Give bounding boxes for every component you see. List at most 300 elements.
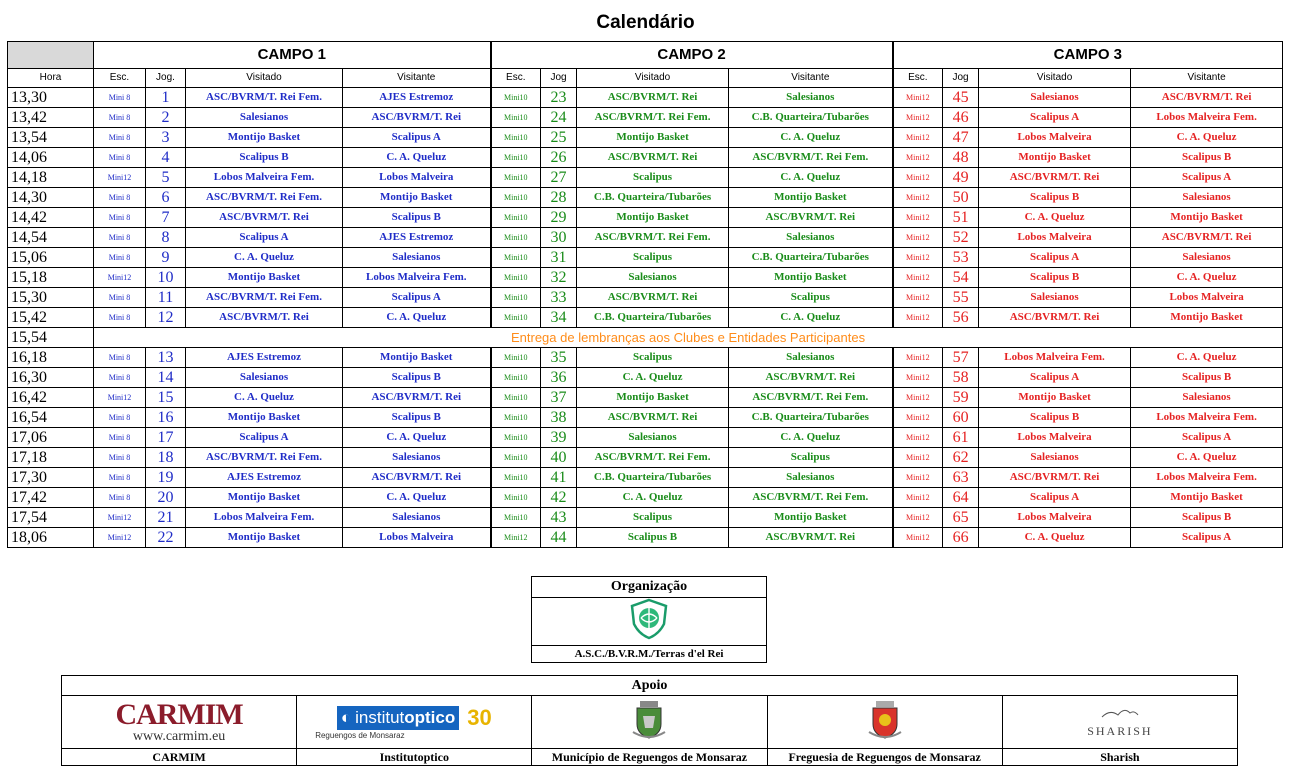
c1-esc-cell: Mini 8 xyxy=(94,248,146,268)
freguesia-logo-cell xyxy=(767,696,1002,749)
c2-esc-cell: Mini10 xyxy=(491,268,541,288)
c3-jog-cell: 60 xyxy=(943,408,979,428)
c1-jog-cell: 14 xyxy=(146,368,186,388)
c3-visitado-cell: Lobos Malveira xyxy=(979,128,1131,148)
c2-visitado-header: Visitado xyxy=(577,69,729,88)
c3-visitante-cell: Scalipus A xyxy=(1131,168,1283,188)
c1-jog-cell: 8 xyxy=(146,228,186,248)
c2-esc-cell: Mini10 xyxy=(491,448,541,468)
c1-visitado-cell: ASC/BVRM/T. Rei Fem. xyxy=(186,88,343,108)
c3-esc-cell: Mini12 xyxy=(893,228,943,248)
organizacao-box xyxy=(531,576,767,663)
c2-visitante-cell: ASC/BVRM/T. Rei xyxy=(729,208,893,228)
c1-visitante-cell: Salesianos xyxy=(343,448,491,468)
c1-visitado-cell: Lobos Malveira Fem. xyxy=(186,508,343,528)
c2-jog-cell: 38 xyxy=(541,408,577,428)
hora-cell: 14,30 xyxy=(8,188,94,208)
c1-esc-cell: Mini 8 xyxy=(94,88,146,108)
c1-esc-cell: Mini 8 xyxy=(94,288,146,308)
c3-visitante-cell: Lobos Malveira xyxy=(1131,288,1283,308)
c2-visitado-cell: C.B. Quarteira/Tubarões xyxy=(577,188,729,208)
organizacao-logo-cell xyxy=(532,598,767,646)
c2-jog-cell: 41 xyxy=(541,468,577,488)
campo3-header: CAMPO 3 xyxy=(893,42,1283,69)
c1-jog-cell: 5 xyxy=(146,168,186,188)
ceremony-note: Entrega de lembranças aos Clubes e Entidades Participantes xyxy=(94,328,1283,348)
match-row xyxy=(8,368,1283,388)
c1-esc-cell: Mini 8 xyxy=(94,228,146,248)
c2-visitado-cell: Scalipus B xyxy=(577,528,729,548)
c1-visitado-cell: Scalipus A xyxy=(186,228,343,248)
c1-visitante-cell: AJES Estremoz xyxy=(343,228,491,248)
c3-jog-cell: 50 xyxy=(943,188,979,208)
hora-cell: 17,18 xyxy=(8,448,94,468)
c2-visitado-cell: ASC/BVRM/T. Rei Fem. xyxy=(577,108,729,128)
c2-esc-cell: Mini10 xyxy=(491,368,541,388)
c2-esc-cell: Mini10 xyxy=(491,188,541,208)
c3-visitante-cell: Lobos Malveira Fem. xyxy=(1131,468,1283,488)
c1-esc-header: Esc. xyxy=(94,69,146,88)
c1-visitante-cell: Lobos Malveira xyxy=(343,168,491,188)
c1-visitante-cell: Scalipus B xyxy=(343,408,491,428)
c3-jog-cell: 65 xyxy=(943,508,979,528)
hora-cell: 14,18 xyxy=(8,168,94,188)
match-row xyxy=(8,268,1283,288)
c1-jog-cell: 2 xyxy=(146,108,186,128)
c3-esc-cell: Mini12 xyxy=(893,388,943,408)
c1-visitado-cell: Salesianos xyxy=(186,108,343,128)
c3-jog-cell: 56 xyxy=(943,308,979,328)
c1-esc-cell: Mini 8 xyxy=(94,428,146,448)
c1-esc-cell: Mini 8 xyxy=(94,488,146,508)
c3-esc-cell: Mini12 xyxy=(893,288,943,308)
c2-visitado-cell: Montijo Basket xyxy=(577,208,729,228)
c2-visitante-cell: ASC/BVRM/T. Rei xyxy=(729,528,893,548)
c1-esc-cell: Mini 8 xyxy=(94,408,146,428)
c2-visitado-cell: Scalipus xyxy=(577,248,729,268)
c3-visitante-cell: Scalipus A xyxy=(1131,528,1283,548)
match-row xyxy=(8,128,1283,148)
c3-visitante-cell: Scalipus A xyxy=(1131,428,1283,448)
c1-jog-cell: 9 xyxy=(146,248,186,268)
c2-visitante-cell: Salesianos xyxy=(729,228,893,248)
c3-esc-cell: Mini12 xyxy=(893,208,943,228)
c1-jog-cell: 12 xyxy=(146,308,186,328)
corner-cell xyxy=(8,42,94,69)
c3-visitado-cell: Lobos Malveira xyxy=(979,428,1131,448)
match-row xyxy=(8,108,1283,128)
c3-visitante-cell: Scalipus B xyxy=(1131,368,1283,388)
c1-jog-cell: 15 xyxy=(146,388,186,408)
c2-esc-cell: Mini10 xyxy=(491,308,541,328)
c2-visitado-cell: Salesianos xyxy=(577,428,729,448)
c3-esc-cell: Mini12 xyxy=(893,428,943,448)
c3-jog-cell: 57 xyxy=(943,348,979,368)
c2-jog-cell: 25 xyxy=(541,128,577,148)
c3-visitado-cell: ASC/BVRM/T. Rei xyxy=(979,468,1131,488)
c2-visitado-cell: ASC/BVRM/T. Rei xyxy=(577,88,729,108)
c1-visitado-cell: AJES Estremoz xyxy=(186,348,343,368)
sponsor-institutoptico: Institutoptico xyxy=(297,749,532,766)
c1-jog-cell: 6 xyxy=(146,188,186,208)
c2-visitado-cell: ASC/BVRM/T. Rei xyxy=(577,148,729,168)
hora-cell: 13,54 xyxy=(8,128,94,148)
c2-visitado-cell: Scalipus xyxy=(577,348,729,368)
carmim-logo: CARMIM xyxy=(115,698,243,731)
c2-visitante-cell: ASC/BVRM/T. Rei Fem. xyxy=(729,488,893,508)
sharish-bird-icon xyxy=(1100,705,1140,719)
hora-cell: 14,06 xyxy=(8,148,94,168)
c3-visitante-cell: ASC/BVRM/T. Rei xyxy=(1131,88,1283,108)
c3-visitante-cell: Montijo Basket xyxy=(1131,208,1283,228)
c1-jog-header: Jog. xyxy=(146,69,186,88)
c3-jog-cell: 51 xyxy=(943,208,979,228)
c1-esc-cell: Mini12 xyxy=(94,388,146,408)
c2-visitante-cell: C. A. Queluz xyxy=(729,308,893,328)
c3-esc-cell: Mini12 xyxy=(893,268,943,288)
c3-jog-cell: 61 xyxy=(943,428,979,448)
c3-esc-cell: Mini12 xyxy=(893,368,943,388)
sharish-logo: SHARISH xyxy=(1087,724,1153,738)
match-row xyxy=(8,348,1283,368)
c1-visitado-cell: Salesianos xyxy=(186,368,343,388)
c1-jog-cell: 1 xyxy=(146,88,186,108)
hora-cell: 17,30 xyxy=(8,468,94,488)
organizacao-name: A.S.C./B.V.R.M./Terras d'el Rei xyxy=(532,646,767,663)
c3-jog-cell: 47 xyxy=(943,128,979,148)
io-mark-icon: ◐ xyxy=(340,707,352,727)
c3-esc-cell: Mini12 xyxy=(893,508,943,528)
c2-jog-cell: 34 xyxy=(541,308,577,328)
c2-visitado-cell: ASC/BVRM/T. Rei xyxy=(577,408,729,428)
c2-jog-cell: 28 xyxy=(541,188,577,208)
c2-esc-cell: Mini10 xyxy=(491,88,541,108)
match-row xyxy=(8,448,1283,468)
c1-jog-cell: 10 xyxy=(146,268,186,288)
c2-esc-cell: Mini10 xyxy=(491,468,541,488)
match-row xyxy=(8,488,1283,508)
c2-visitante-header: Visitante xyxy=(729,69,893,88)
c2-visitante-cell: C.B. Quarteira/Tubarões xyxy=(729,108,893,128)
freguesia-crest-icon xyxy=(865,698,905,742)
match-row xyxy=(8,508,1283,528)
match-row xyxy=(8,468,1283,488)
c3-visitado-cell: Salesianos xyxy=(979,288,1131,308)
c1-visitante-cell: C. A. Queluz xyxy=(343,148,491,168)
c3-visitante-cell: Montijo Basket xyxy=(1131,308,1283,328)
match-row xyxy=(8,248,1283,268)
match-row xyxy=(8,208,1283,228)
c1-visitado-cell: C. A. Queluz xyxy=(186,388,343,408)
c1-esc-cell: Mini 8 xyxy=(94,148,146,168)
campo1-header: CAMPO 1 xyxy=(94,42,491,69)
c1-visitante-cell: Scalipus A xyxy=(343,128,491,148)
c2-visitado-cell: Scalipus xyxy=(577,508,729,528)
c2-esc-cell: Mini10 xyxy=(491,288,541,308)
c2-visitado-cell: C.B. Quarteira/Tubarões xyxy=(577,308,729,328)
instituto-30-badge: 30 xyxy=(467,704,492,730)
c2-visitante-cell: C. A. Queluz xyxy=(729,128,893,148)
c3-esc-cell: Mini12 xyxy=(893,468,943,488)
c3-esc-cell: Mini12 xyxy=(893,308,943,328)
c2-jog-header: Jog xyxy=(541,69,577,88)
c3-visitado-cell: ASC/BVRM/T. Rei xyxy=(979,308,1131,328)
match-row xyxy=(8,308,1283,328)
c2-jog-cell: 39 xyxy=(541,428,577,448)
c3-esc-cell: Mini12 xyxy=(893,408,943,428)
match-row xyxy=(8,168,1283,188)
c2-visitante-cell: Salesianos xyxy=(729,468,893,488)
c1-esc-cell: Mini 8 xyxy=(94,108,146,128)
c3-visitado-cell: Montijo Basket xyxy=(979,388,1131,408)
hora-cell: 13,42 xyxy=(8,108,94,128)
c2-visitado-cell: C. A. Queluz xyxy=(577,488,729,508)
c1-visitante-cell: Montijo Basket xyxy=(343,348,491,368)
c2-esc-cell: Mini10 xyxy=(491,508,541,528)
c3-visitado-cell: Lobos Malveira xyxy=(979,508,1131,528)
c3-jog-cell: 64 xyxy=(943,488,979,508)
c3-visitante-cell: Montijo Basket xyxy=(1131,488,1283,508)
c1-visitado-cell: C. A. Queluz xyxy=(186,248,343,268)
c3-visitante-cell: Scalipus B xyxy=(1131,508,1283,528)
c1-visitante-cell: Salesianos xyxy=(343,508,491,528)
c3-esc-cell: Mini12 xyxy=(893,248,943,268)
instituto-logo: ◐ institut optico xyxy=(337,706,459,730)
c2-esc-cell: Mini10 xyxy=(491,168,541,188)
match-row xyxy=(8,228,1283,248)
hora-cell: 15,42 xyxy=(8,308,94,328)
c3-visitante-cell: C. A. Queluz xyxy=(1131,268,1283,288)
c3-visitante-cell: Salesianos xyxy=(1131,188,1283,208)
c3-visitado-cell: Lobos Malveira xyxy=(979,228,1131,248)
page-title: Calendário xyxy=(596,12,695,33)
c2-visitante-cell: Scalipus xyxy=(729,288,893,308)
hora-cell: 17,42 xyxy=(8,488,94,508)
c2-jog-cell: 37 xyxy=(541,388,577,408)
c1-visitante-cell: Scalipus B xyxy=(343,368,491,388)
c3-jog-cell: 54 xyxy=(943,268,979,288)
hora-header: Hora xyxy=(8,69,94,88)
c3-visitado-cell: Scalipus B xyxy=(979,408,1131,428)
c2-esc-cell: Mini10 xyxy=(491,428,541,448)
c3-esc-cell: Mini12 xyxy=(893,448,943,468)
c1-visitante-cell: Lobos Malveira Fem. xyxy=(343,268,491,288)
c1-visitado-cell: ASC/BVRM/T. Rei Fem. xyxy=(186,288,343,308)
c2-visitante-cell: Montijo Basket xyxy=(729,508,893,528)
c1-esc-cell: Mini 8 xyxy=(94,368,146,388)
c2-esc-cell: Mini10 xyxy=(491,388,541,408)
c3-visitado-cell: Scalipus A xyxy=(979,488,1131,508)
hora-cell: 16,30 xyxy=(8,368,94,388)
c3-jog-cell: 46 xyxy=(943,108,979,128)
c2-esc-cell: Mini12 xyxy=(491,528,541,548)
c1-jog-cell: 19 xyxy=(146,468,186,488)
c3-jog-header: Jog xyxy=(943,69,979,88)
c1-visitado-cell: Lobos Malveira Fem. xyxy=(186,168,343,188)
c3-jog-cell: 62 xyxy=(943,448,979,468)
c3-esc-cell: Mini12 xyxy=(893,88,943,108)
organizacao-title: Organização xyxy=(532,577,767,598)
c3-visitante-cell: C. A. Queluz xyxy=(1131,348,1283,368)
c3-jog-cell: 59 xyxy=(943,388,979,408)
c1-visitado-cell: ASC/BVRM/T. Rei xyxy=(186,208,343,228)
c3-visitante-cell: Scalipus B xyxy=(1131,148,1283,168)
c3-visitante-cell: ASC/BVRM/T. Rei xyxy=(1131,228,1283,248)
c1-jog-cell: 20 xyxy=(146,488,186,508)
c3-visitado-cell: Salesianos xyxy=(979,448,1131,468)
sponsor-carmim: CARMIM xyxy=(62,749,297,766)
c3-visitado-cell: Scalipus A xyxy=(979,368,1131,388)
instituto-sub: Reguengos de Monsaraz xyxy=(315,730,405,740)
c3-visitante-cell: Salesianos xyxy=(1131,388,1283,408)
c1-esc-cell: Mini12 xyxy=(94,168,146,188)
c3-visitado-cell: C. A. Queluz xyxy=(979,208,1131,228)
match-row xyxy=(8,428,1283,448)
c3-visitado-cell: Scalipus B xyxy=(979,268,1131,288)
c1-jog-cell: 4 xyxy=(146,148,186,168)
c1-esc-cell: Mini12 xyxy=(94,268,146,288)
c3-esc-cell: Mini12 xyxy=(893,528,943,548)
schedule-table xyxy=(7,41,1283,548)
c1-jog-cell: 18 xyxy=(146,448,186,468)
c3-esc-cell: Mini12 xyxy=(893,188,943,208)
hora-cell: 16,42 xyxy=(8,388,94,408)
c2-jog-cell: 24 xyxy=(541,108,577,128)
c2-esc-cell: Mini10 xyxy=(491,208,541,228)
hora-cell: 15,06 xyxy=(8,248,94,268)
c1-visitado-cell: ASC/BVRM/T. Rei xyxy=(186,308,343,328)
c1-visitante-cell: Montijo Basket xyxy=(343,188,491,208)
c2-visitado-cell: C.B. Quarteira/Tubarões xyxy=(577,468,729,488)
c3-jog-cell: 45 xyxy=(943,88,979,108)
c3-visitado-cell: Lobos Malveira Fem. xyxy=(979,348,1131,368)
c1-esc-cell: Mini 8 xyxy=(94,188,146,208)
c3-visitado-cell: Scalipus A xyxy=(979,248,1131,268)
c3-visitante-cell: Lobos Malveira Fem. xyxy=(1131,108,1283,128)
c1-esc-cell: Mini12 xyxy=(94,508,146,528)
c3-esc-cell: Mini12 xyxy=(893,348,943,368)
c2-esc-cell: Mini10 xyxy=(491,228,541,248)
c3-esc-cell: Mini12 xyxy=(893,168,943,188)
c1-esc-cell: Mini12 xyxy=(94,528,146,548)
c1-visitado-header: Visitado xyxy=(186,69,343,88)
c2-jog-cell: 27 xyxy=(541,168,577,188)
c2-jog-cell: 32 xyxy=(541,268,577,288)
c2-visitado-cell: ASC/BVRM/T. Rei Fem. xyxy=(577,228,729,248)
c1-visitado-cell: Montijo Basket xyxy=(186,268,343,288)
campo2-header: CAMPO 2 xyxy=(491,42,893,69)
c1-visitado-cell: Scalipus A xyxy=(186,428,343,448)
c3-visitado-cell: Scalipus A xyxy=(979,108,1131,128)
carmim-url: www.carmim.eu xyxy=(132,729,226,744)
c1-jog-cell: 11 xyxy=(146,288,186,308)
c3-visitado-cell: Montijo Basket xyxy=(979,148,1131,168)
c2-visitado-cell: ASC/BVRM/T. Rei Fem. xyxy=(577,448,729,468)
hora-cell: 14,42 xyxy=(8,208,94,228)
match-row xyxy=(8,188,1283,208)
c2-esc-cell: Mini10 xyxy=(491,488,541,508)
sharish-logo-cell xyxy=(1002,696,1237,749)
c2-esc-cell: Mini10 xyxy=(491,108,541,128)
c2-visitante-cell: Salesianos xyxy=(729,348,893,368)
c2-visitante-cell: Salesianos xyxy=(729,88,893,108)
c3-esc-cell: Mini12 xyxy=(893,148,943,168)
asc-shield-logo-icon xyxy=(629,598,669,640)
c1-visitante-header: Visitante xyxy=(343,69,491,88)
c1-visitante-cell: ASC/BVRM/T. Rei xyxy=(343,468,491,488)
c2-jog-cell: 23 xyxy=(541,88,577,108)
match-row xyxy=(8,528,1283,548)
c1-visitante-cell: Salesianos xyxy=(343,248,491,268)
c3-visitado-cell: Salesianos xyxy=(979,88,1131,108)
c2-esc-header: Esc. xyxy=(491,69,541,88)
c2-jog-cell: 44 xyxy=(541,528,577,548)
c2-jog-cell: 33 xyxy=(541,288,577,308)
c1-jog-cell: 22 xyxy=(146,528,186,548)
c3-esc-cell: Mini12 xyxy=(893,488,943,508)
sponsor-municipio: Município de Reguengos de Monsaraz xyxy=(532,749,767,766)
c3-visitado-cell: C. A. Queluz xyxy=(979,528,1131,548)
c1-visitado-cell: Montijo Basket xyxy=(186,128,343,148)
c2-visitado-cell: Montijo Basket xyxy=(577,128,729,148)
c2-visitado-cell: ASC/BVRM/T. Rei xyxy=(577,288,729,308)
c1-esc-cell: Mini 8 xyxy=(94,348,146,368)
c2-esc-cell: Mini10 xyxy=(491,408,541,428)
hora-cell: 18,06 xyxy=(8,528,94,548)
c2-visitante-cell: C.B. Quarteira/Tubarões xyxy=(729,248,893,268)
c1-visitado-cell: Montijo Basket xyxy=(186,528,343,548)
c2-jog-cell: 43 xyxy=(541,508,577,528)
c1-jog-cell: 17 xyxy=(146,428,186,448)
c2-esc-cell: Mini10 xyxy=(491,248,541,268)
hora-cell: 15,18 xyxy=(8,268,94,288)
c2-visitante-cell: ASC/BVRM/T. Rei xyxy=(729,368,893,388)
c2-visitante-cell: C.B. Quarteira/Tubarões xyxy=(729,408,893,428)
c2-esc-cell: Mini10 xyxy=(491,148,541,168)
c2-jog-cell: 40 xyxy=(541,448,577,468)
c3-jog-cell: 58 xyxy=(943,368,979,388)
c2-visitante-cell: Montijo Basket xyxy=(729,268,893,288)
c1-jog-cell: 13 xyxy=(146,348,186,368)
sponsor-sharish: Sharish xyxy=(1002,749,1237,766)
c3-esc-header: Esc. xyxy=(893,69,943,88)
sponsor-freguesia: Freguesia de Reguengos de Monsaraz xyxy=(767,749,1002,766)
c1-visitante-cell: C. A. Queluz xyxy=(343,308,491,328)
c1-esc-cell: Mini 8 xyxy=(94,128,146,148)
c1-visitado-cell: Montijo Basket xyxy=(186,408,343,428)
c2-jog-cell: 29 xyxy=(541,208,577,228)
c2-visitante-cell: Scalipus xyxy=(729,448,893,468)
municipio-crest-icon xyxy=(629,698,669,742)
c1-esc-cell: Mini 8 xyxy=(94,448,146,468)
c1-visitante-cell: C. A. Queluz xyxy=(343,488,491,508)
c1-visitado-cell: Scalipus B xyxy=(186,148,343,168)
c2-visitado-cell: Salesianos xyxy=(577,268,729,288)
c2-jog-cell: 36 xyxy=(541,368,577,388)
hora-cell: 17,06 xyxy=(8,428,94,448)
c1-visitado-cell: AJES Estremoz xyxy=(186,468,343,488)
c2-visitante-cell: Montijo Basket xyxy=(729,188,893,208)
apoio-box xyxy=(61,675,1238,766)
c1-visitado-cell: Montijo Basket xyxy=(186,488,343,508)
c1-jog-cell: 21 xyxy=(146,508,186,528)
c1-visitado-cell: ASC/BVRM/T. Rei Fem. xyxy=(186,188,343,208)
match-row xyxy=(8,388,1283,408)
c3-esc-cell: Mini12 xyxy=(893,108,943,128)
c3-visitante-cell: C. A. Queluz xyxy=(1131,448,1283,468)
column-header-row xyxy=(8,69,1283,88)
carmim-logo-cell xyxy=(62,696,297,749)
